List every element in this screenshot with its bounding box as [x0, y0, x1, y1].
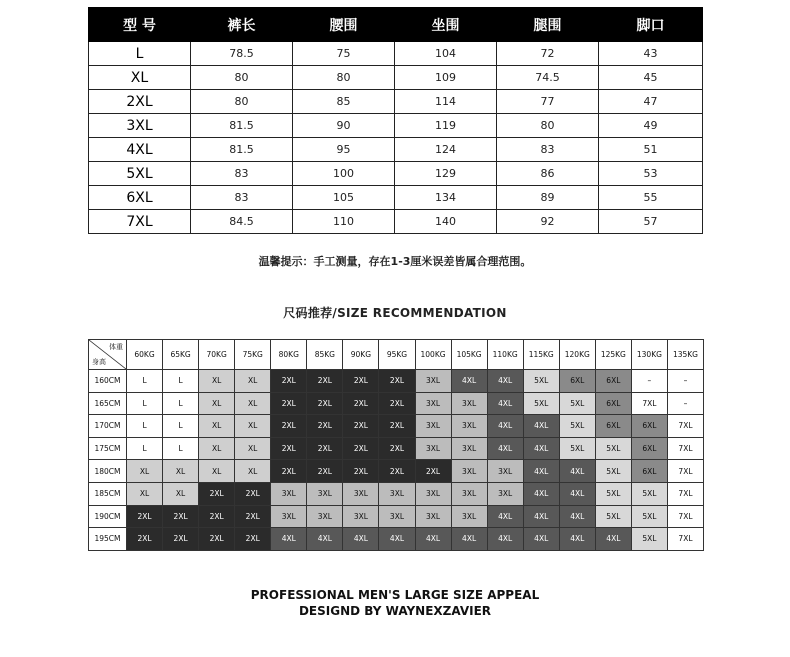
size-label-cell: 6XL	[89, 186, 191, 210]
recommended-size-cell: 4XL	[451, 370, 487, 393]
recommended-size-cell: 4XL	[379, 528, 415, 551]
measurement-cell: 74.5	[497, 66, 599, 90]
recommended-size-cell: XL	[199, 392, 235, 415]
header-thigh: 腿围	[497, 8, 599, 42]
recommended-size-cell: 6XL	[595, 415, 631, 438]
recommended-size-cell: 3XL	[415, 505, 451, 528]
recommended-size-cell: 2XL	[199, 482, 235, 505]
recommended-size-cell: 2XL	[343, 415, 379, 438]
recommended-size-cell: 7XL	[667, 482, 703, 505]
weight-header-cell: 115KG	[523, 340, 559, 370]
measurement-cell: 81.5	[191, 138, 293, 162]
recommended-size-cell: 5XL	[631, 528, 667, 551]
height-row	[89, 482, 704, 505]
recommended-size-cell: 6XL	[631, 415, 667, 438]
recommended-size-cell: 6XL	[595, 392, 631, 415]
recommended-size-cell: 7XL	[667, 505, 703, 528]
weight-header-cell: 110KG	[487, 340, 523, 370]
recommended-size-cell: 2XL	[379, 437, 415, 460]
size-chart-row	[89, 66, 703, 90]
height-label-cell: 180CM	[89, 460, 127, 483]
recommended-size-cell: 5XL	[595, 437, 631, 460]
recommended-size-cell: 2XL	[307, 460, 343, 483]
recommended-size-cell: 4XL	[307, 528, 343, 551]
size-chart-row	[89, 138, 703, 162]
footer-designer: DESIGND BY WAYNEXZAVIER	[298, 604, 492, 618]
weight-header-cell: 65KG	[163, 340, 199, 370]
recommended-size-cell: 2XL	[163, 505, 199, 528]
recommended-size-cell: 6XL	[595, 370, 631, 393]
recommended-size-cell: 3XL	[415, 415, 451, 438]
recommended-size-cell: 5XL	[595, 460, 631, 483]
recommended-size-cell: 3XL	[343, 505, 379, 528]
weight-header-cell: 100KG	[415, 340, 451, 370]
recommended-size-cell: L	[163, 370, 199, 393]
recommended-size-cell: 4XL	[559, 528, 595, 551]
measurement-cell: 49	[599, 114, 703, 138]
recommended-size-cell: 7XL	[667, 528, 703, 551]
recommended-size-cell: 2XL	[307, 370, 343, 393]
recommended-size-cell: 4XL	[487, 528, 523, 551]
recommended-size-cell: 2XL	[379, 392, 415, 415]
header-leg-opening: 脚口	[599, 8, 703, 42]
recommendation-title: 尺码推荐/SIZE RECOMMENDATION	[283, 306, 507, 320]
size-label-cell: XL	[89, 66, 191, 90]
weight-header-cell: 120KG	[559, 340, 595, 370]
recommended-size-cell: 2XL	[271, 392, 307, 415]
size-label-cell: 5XL	[89, 162, 191, 186]
height-label-cell: 175CM	[89, 437, 127, 460]
recommended-size-cell: XL	[235, 415, 271, 438]
measurement-cell: 109	[395, 66, 497, 90]
height-row	[89, 505, 704, 528]
recommended-size-cell: L	[127, 415, 163, 438]
recommended-size-cell: 4XL	[523, 482, 559, 505]
measurement-cell: 80	[191, 90, 293, 114]
size-chart-row	[89, 90, 703, 114]
header-waist: 腰围	[293, 8, 395, 42]
recommended-size-cell: 3XL	[451, 482, 487, 505]
recommended-size-cell: 6XL	[631, 437, 667, 460]
recommended-size-cell: 3XL	[415, 392, 451, 415]
measurement-cell: 105	[293, 186, 395, 210]
header-hip: 坐围	[395, 8, 497, 42]
recommended-size-cell: 3XL	[379, 482, 415, 505]
height-label-cell: 185CM	[89, 482, 127, 505]
recommended-size-cell: 3XL	[451, 460, 487, 483]
measurement-cell: 81.5	[191, 114, 293, 138]
recommended-size-cell: XL	[235, 370, 271, 393]
recommended-size-cell: 3XL	[451, 437, 487, 460]
measurement-cell: 89	[497, 186, 599, 210]
recommended-size-cell: 2XL	[271, 437, 307, 460]
height-label-cell: 160CM	[89, 370, 127, 393]
size-label-cell: 2XL	[89, 90, 191, 114]
size-chart-table	[88, 7, 703, 234]
recommended-size-cell: L	[163, 437, 199, 460]
recommended-size-cell: 4XL	[523, 460, 559, 483]
recommended-size-cell: 2XL	[343, 392, 379, 415]
measurement-cell: 83	[191, 162, 293, 186]
height-row	[89, 437, 704, 460]
height-row	[89, 528, 704, 551]
recommended-size-cell: 3XL	[307, 482, 343, 505]
recommended-size-cell: 3XL	[451, 505, 487, 528]
recommended-size-cell: 7XL	[667, 460, 703, 483]
recommended-size-cell: 3XL	[451, 392, 487, 415]
recommended-size-cell: 3XL	[271, 505, 307, 528]
recommended-size-cell: 2XL	[271, 460, 307, 483]
recommended-size-cell: 5XL	[631, 505, 667, 528]
recommended-size-cell: 3XL	[307, 505, 343, 528]
recommended-size-cell: 3XL	[379, 505, 415, 528]
recommended-size-cell: XL	[199, 460, 235, 483]
recommended-size-cell: 2XL	[163, 528, 199, 551]
recommended-size-cell: XL	[163, 460, 199, 483]
recommended-size-cell: 4XL	[451, 528, 487, 551]
weight-header-cell: 135KG	[667, 340, 703, 370]
recommended-size-cell: 3XL	[487, 460, 523, 483]
measurement-cell: 53	[599, 162, 703, 186]
weight-header-cell: 90KG	[343, 340, 379, 370]
recommended-size-cell: 5XL	[559, 437, 595, 460]
recommended-size-cell: 4XL	[415, 528, 451, 551]
recommended-size-cell: L	[127, 392, 163, 415]
weight-header-cell: 70KG	[199, 340, 235, 370]
recommended-size-cell: –	[631, 370, 667, 393]
recommended-size-cell: 4XL	[343, 528, 379, 551]
recommended-size-cell: 3XL	[415, 370, 451, 393]
recommended-size-cell: 5XL	[631, 482, 667, 505]
recommended-size-cell: 2XL	[307, 392, 343, 415]
recommended-size-cell: 4XL	[487, 392, 523, 415]
height-row	[89, 370, 704, 393]
size-recommendation-table	[88, 339, 704, 551]
recommended-size-cell: 2XL	[235, 505, 271, 528]
measurement-cell: 80	[497, 114, 599, 138]
measurement-cell: 78.5	[191, 42, 293, 66]
height-row	[89, 415, 704, 438]
measurement-cell: 77	[497, 90, 599, 114]
weight-header-cell: 125KG	[595, 340, 631, 370]
recommended-size-cell: 3XL	[487, 482, 523, 505]
measurement-cell: 72	[497, 42, 599, 66]
recommended-size-cell: 2XL	[271, 370, 307, 393]
recommended-size-cell: 5XL	[559, 392, 595, 415]
footer-slogan: PROFESSIONAL MEN'S LARGE SIZE APPEAL	[250, 588, 540, 602]
measurement-cell: 140	[395, 210, 497, 234]
size-chart-row	[89, 186, 703, 210]
weight-header-cell: 85KG	[307, 340, 343, 370]
height-label-cell: 195CM	[89, 528, 127, 551]
recommended-size-cell: L	[127, 370, 163, 393]
recommended-size-cell: 2XL	[307, 415, 343, 438]
measurement-cell: 45	[599, 66, 703, 90]
measurement-tip: 温馨提示：手工测量，存在1-3厘米误差皆属合理范围。	[258, 255, 532, 268]
recommended-size-cell: 2XL	[343, 437, 379, 460]
size-label-cell: L	[89, 42, 191, 66]
recommended-size-cell: 4XL	[523, 437, 559, 460]
size-chart-row	[89, 210, 703, 234]
recommended-size-cell: 2XL	[271, 415, 307, 438]
recommended-size-cell: 4XL	[559, 460, 595, 483]
recommended-size-cell: L	[127, 437, 163, 460]
recommended-size-cell: L	[163, 392, 199, 415]
recommended-size-cell: 2XL	[307, 437, 343, 460]
recommended-size-cell: 2XL	[343, 370, 379, 393]
recommended-size-cell: 2XL	[199, 528, 235, 551]
measurement-cell: 114	[395, 90, 497, 114]
recommended-size-cell: XL	[199, 437, 235, 460]
size-chart-row	[89, 162, 703, 186]
measurement-cell: 51	[599, 138, 703, 162]
measurement-cell: 100	[293, 162, 395, 186]
height-row	[89, 392, 704, 415]
measurement-cell: 129	[395, 162, 497, 186]
recommended-size-cell: 4XL	[595, 528, 631, 551]
measurement-cell: 95	[293, 138, 395, 162]
recommended-size-cell: 4XL	[559, 482, 595, 505]
measurement-cell: 83	[497, 138, 599, 162]
recommended-size-cell: 4XL	[487, 505, 523, 528]
recommended-size-cell: XL	[235, 437, 271, 460]
size-label-cell: 4XL	[89, 138, 191, 162]
measurement-cell: 75	[293, 42, 395, 66]
measurement-cell: 80	[191, 66, 293, 90]
weight-header-cell: 95KG	[379, 340, 415, 370]
recommended-size-cell: 4XL	[487, 437, 523, 460]
recommended-size-cell: 5XL	[595, 505, 631, 528]
recommended-size-cell: 5XL	[523, 370, 559, 393]
height-row	[89, 460, 704, 483]
recommended-size-cell: 3XL	[415, 437, 451, 460]
recommended-size-cell: 2XL	[379, 370, 415, 393]
weight-header-cell: 80KG	[271, 340, 307, 370]
recommended-size-cell: 2XL	[127, 505, 163, 528]
recommended-size-cell: 3XL	[343, 482, 379, 505]
weight-header-cell: 60KG	[127, 340, 163, 370]
measurement-cell: 119	[395, 114, 497, 138]
recommended-size-cell: 5XL	[523, 392, 559, 415]
recommended-size-cell: XL	[163, 482, 199, 505]
recommended-size-cell: 4XL	[523, 505, 559, 528]
recommended-size-cell: 2XL	[235, 528, 271, 551]
recommended-size-cell: 3XL	[451, 415, 487, 438]
size-label-cell: 3XL	[89, 114, 191, 138]
measurement-cell: 85	[293, 90, 395, 114]
size-chart-row	[89, 42, 703, 66]
recommended-size-cell: XL	[127, 460, 163, 483]
recommended-size-cell: XL	[235, 460, 271, 483]
measurement-cell: 90	[293, 114, 395, 138]
measurement-cell: 110	[293, 210, 395, 234]
measurement-cell: 92	[497, 210, 599, 234]
recommended-size-cell: L	[163, 415, 199, 438]
height-label-cell: 165CM	[89, 392, 127, 415]
height-label-cell: 170CM	[89, 415, 127, 438]
recommended-size-cell: 3XL	[415, 482, 451, 505]
header-pant-length: 裤长	[191, 8, 293, 42]
recommended-size-cell: XL	[199, 415, 235, 438]
measurement-cell: 47	[599, 90, 703, 114]
measurement-cell: 104	[395, 42, 497, 66]
weight-header-cell: 105KG	[451, 340, 487, 370]
table-corner	[89, 340, 127, 370]
recommended-size-cell: –	[667, 392, 703, 415]
measurement-cell: 84.5	[191, 210, 293, 234]
recommended-size-cell: –	[667, 370, 703, 393]
corner-weight-label: 体重	[109, 343, 123, 351]
recommended-size-cell: 4XL	[487, 415, 523, 438]
recommended-size-cell: 2XL	[235, 482, 271, 505]
measurement-cell: 124	[395, 138, 497, 162]
recommended-size-cell: 2XL	[379, 460, 415, 483]
measurement-cell: 83	[191, 186, 293, 210]
recommended-size-cell: 4XL	[271, 528, 307, 551]
recommended-size-cell: 5XL	[559, 415, 595, 438]
recommended-size-cell: 4XL	[523, 415, 559, 438]
recommended-size-cell: XL	[127, 482, 163, 505]
recommended-size-cell: 5XL	[595, 482, 631, 505]
recommended-size-cell: 4XL	[523, 528, 559, 551]
corner-height-label: 身高	[92, 358, 106, 366]
header-model: 型 号	[89, 8, 191, 42]
measurement-cell: 86	[497, 162, 599, 186]
recommended-size-cell: 2XL	[415, 460, 451, 483]
recommended-size-cell: 4XL	[487, 370, 523, 393]
recommended-size-cell: 6XL	[631, 460, 667, 483]
recommended-size-cell: 3XL	[271, 482, 307, 505]
recommended-size-cell: 2XL	[343, 460, 379, 483]
recommended-size-cell: XL	[235, 392, 271, 415]
measurement-cell: 55	[599, 186, 703, 210]
weight-header-cell: 130KG	[631, 340, 667, 370]
recommended-size-cell: 4XL	[559, 505, 595, 528]
recommended-size-cell: 7XL	[667, 415, 703, 438]
recommended-size-cell: 7XL	[631, 392, 667, 415]
weight-header-cell: 75KG	[235, 340, 271, 370]
recommended-size-cell: 6XL	[559, 370, 595, 393]
measurement-cell: 134	[395, 186, 497, 210]
recommended-size-cell: 7XL	[667, 437, 703, 460]
recommended-size-cell: 2XL	[127, 528, 163, 551]
measurement-cell: 80	[293, 66, 395, 90]
height-label-cell: 190CM	[89, 505, 127, 528]
recommended-size-cell: 2XL	[379, 415, 415, 438]
recommended-size-cell: XL	[199, 370, 235, 393]
weight-header-row	[89, 340, 704, 370]
size-chart-header-row	[89, 8, 703, 42]
size-chart-row	[89, 114, 703, 138]
measurement-cell: 57	[599, 210, 703, 234]
measurement-cell: 43	[599, 42, 703, 66]
recommended-size-cell: 2XL	[199, 505, 235, 528]
size-label-cell: 7XL	[89, 210, 191, 234]
